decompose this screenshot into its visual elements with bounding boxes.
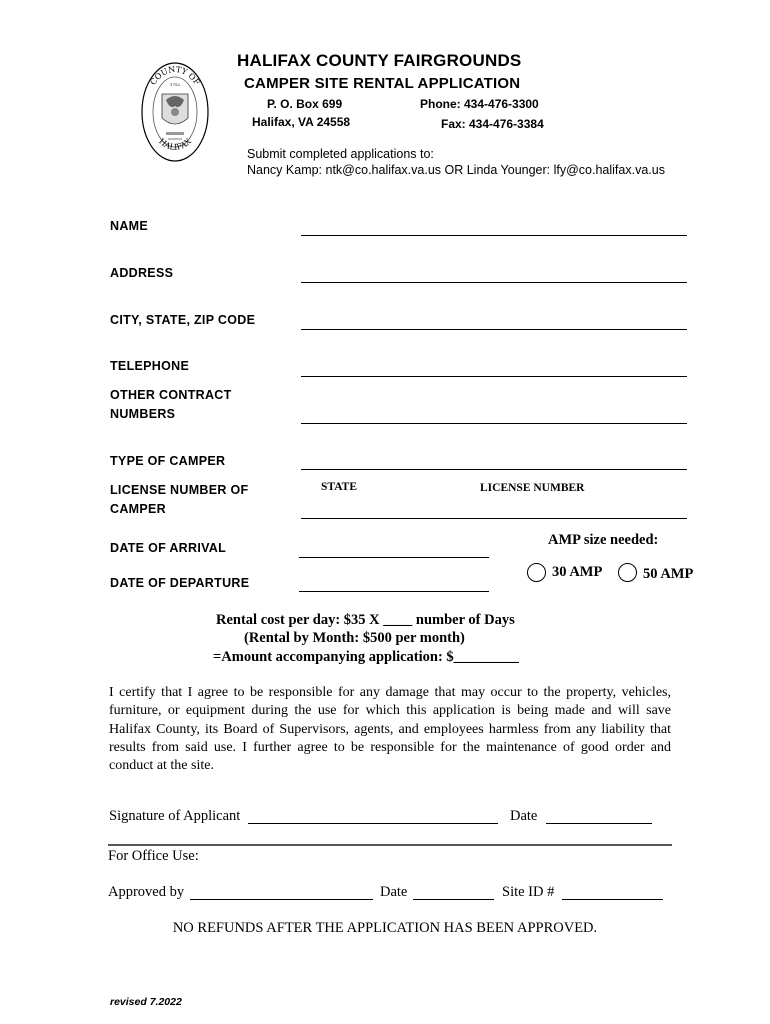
amp-30-label: 30 AMP	[552, 564, 603, 580]
other-contact-label-line-2: NUMBERS	[110, 407, 176, 421]
submit-instructions	[247, 146, 665, 178]
arrival-label: DATE OF ARRIVAL	[110, 541, 227, 555]
address-field[interactable]	[301, 282, 687, 283]
license-label-line-2: CAMPER	[110, 502, 166, 516]
site-id-field[interactable]	[562, 899, 663, 900]
rental-cost-line: Rental cost per day: $35 X ____ number of Days	[216, 612, 515, 628]
po-box: P. O. Box 699	[267, 97, 343, 111]
site-id-label: Site ID #	[502, 884, 555, 900]
signature-date-field[interactable]	[546, 823, 652, 824]
name-label: NAME	[110, 219, 149, 233]
telephone-field[interactable]	[301, 376, 687, 377]
signature-field[interactable]	[248, 823, 498, 824]
submit-line-1: Submit completed applications to:	[247, 147, 434, 161]
license-field[interactable]	[301, 518, 687, 519]
other-contact-field[interactable]	[301, 423, 687, 424]
address-label: ADDRESS	[110, 266, 174, 280]
rental-month-line: (Rental by Month: $500 per month)	[244, 630, 465, 646]
document-title: HALIFAX COUNTY FAIRGROUNDS	[237, 51, 522, 70]
no-refunds-notice: NO REFUNDS AFTER THE APPLICATION HAS BEEN APPROVED.	[172, 920, 598, 936]
county-seal-logo	[140, 60, 210, 165]
city-state-zip-label: CITY, STATE, ZIP CODE	[110, 313, 256, 327]
arrival-date-field[interactable]	[299, 557, 489, 558]
amp-50-radio[interactable]	[618, 563, 637, 582]
amp-50-label: 50 AMP	[643, 566, 694, 582]
seal-top-text: COUNTY OF	[148, 64, 202, 87]
office-date-label: Date	[380, 884, 408, 900]
phone-number: Phone: 434-476-3300	[420, 97, 539, 111]
city-state-zip-field[interactable]	[301, 329, 687, 330]
signature-date-label: Date	[510, 808, 538, 824]
name-field[interactable]	[301, 235, 687, 236]
office-date-field[interactable]	[413, 899, 494, 900]
state-subheading: STATE	[321, 481, 358, 493]
document-subtitle: CAMPER SITE RENTAL APPLICATION	[244, 75, 521, 92]
other-contact-label-line-1: OTHER CONTRACT	[110, 388, 232, 402]
revision-note: revised 7.2022	[110, 996, 182, 1008]
office-use-heading: For Office Use:	[108, 848, 199, 864]
camper-type-field[interactable]	[301, 469, 687, 470]
amount-line: =Amount accompanying application: $_________	[213, 649, 519, 665]
seal-bottom-text: HALIFAX	[157, 136, 193, 152]
departure-label: DATE OF DEPARTURE	[110, 576, 250, 590]
approved-by-label: Approved by	[108, 884, 185, 900]
departure-date-field[interactable]	[299, 591, 489, 592]
signature-label: Signature of Applicant	[109, 808, 241, 824]
seal-year: 1752	[169, 82, 181, 87]
amp-size-heading: AMP size needed:	[548, 532, 659, 548]
approved-by-field[interactable]	[190, 899, 373, 900]
certification-paragraph: I certify that I agree to be responsible for any damage that may occur to the property, vehicles, furniture, or equipment during the use for which this application is being made and will save Halifax County, its Board of Supervisors, agents, and employees harmless from any liability that results from said use. I further agree to be responsible for the maintenance of good order and conduct at the site.	[109, 685, 671, 774]
amp-30-radio[interactable]	[527, 563, 546, 582]
license-number-subheading: LICENSE NUMBER	[480, 482, 585, 494]
other-contact-label	[110, 386, 232, 424]
office-divider	[108, 844, 672, 846]
submit-line-2: Nancy Kamp: ntk@co.halifax.va.us OR Linda Younger: lfy@co.halifax.va.us	[247, 163, 665, 177]
license-label	[110, 481, 248, 519]
telephone-label: TELEPHONE	[110, 359, 190, 373]
license-label-line-1: LICENSE NUMBER OF	[110, 483, 249, 497]
city-address: Halifax, VA 24558	[252, 115, 351, 129]
camper-type-label: TYPE OF CAMPER	[110, 454, 226, 468]
fax-number: Fax: 434-476-3384	[441, 117, 544, 131]
